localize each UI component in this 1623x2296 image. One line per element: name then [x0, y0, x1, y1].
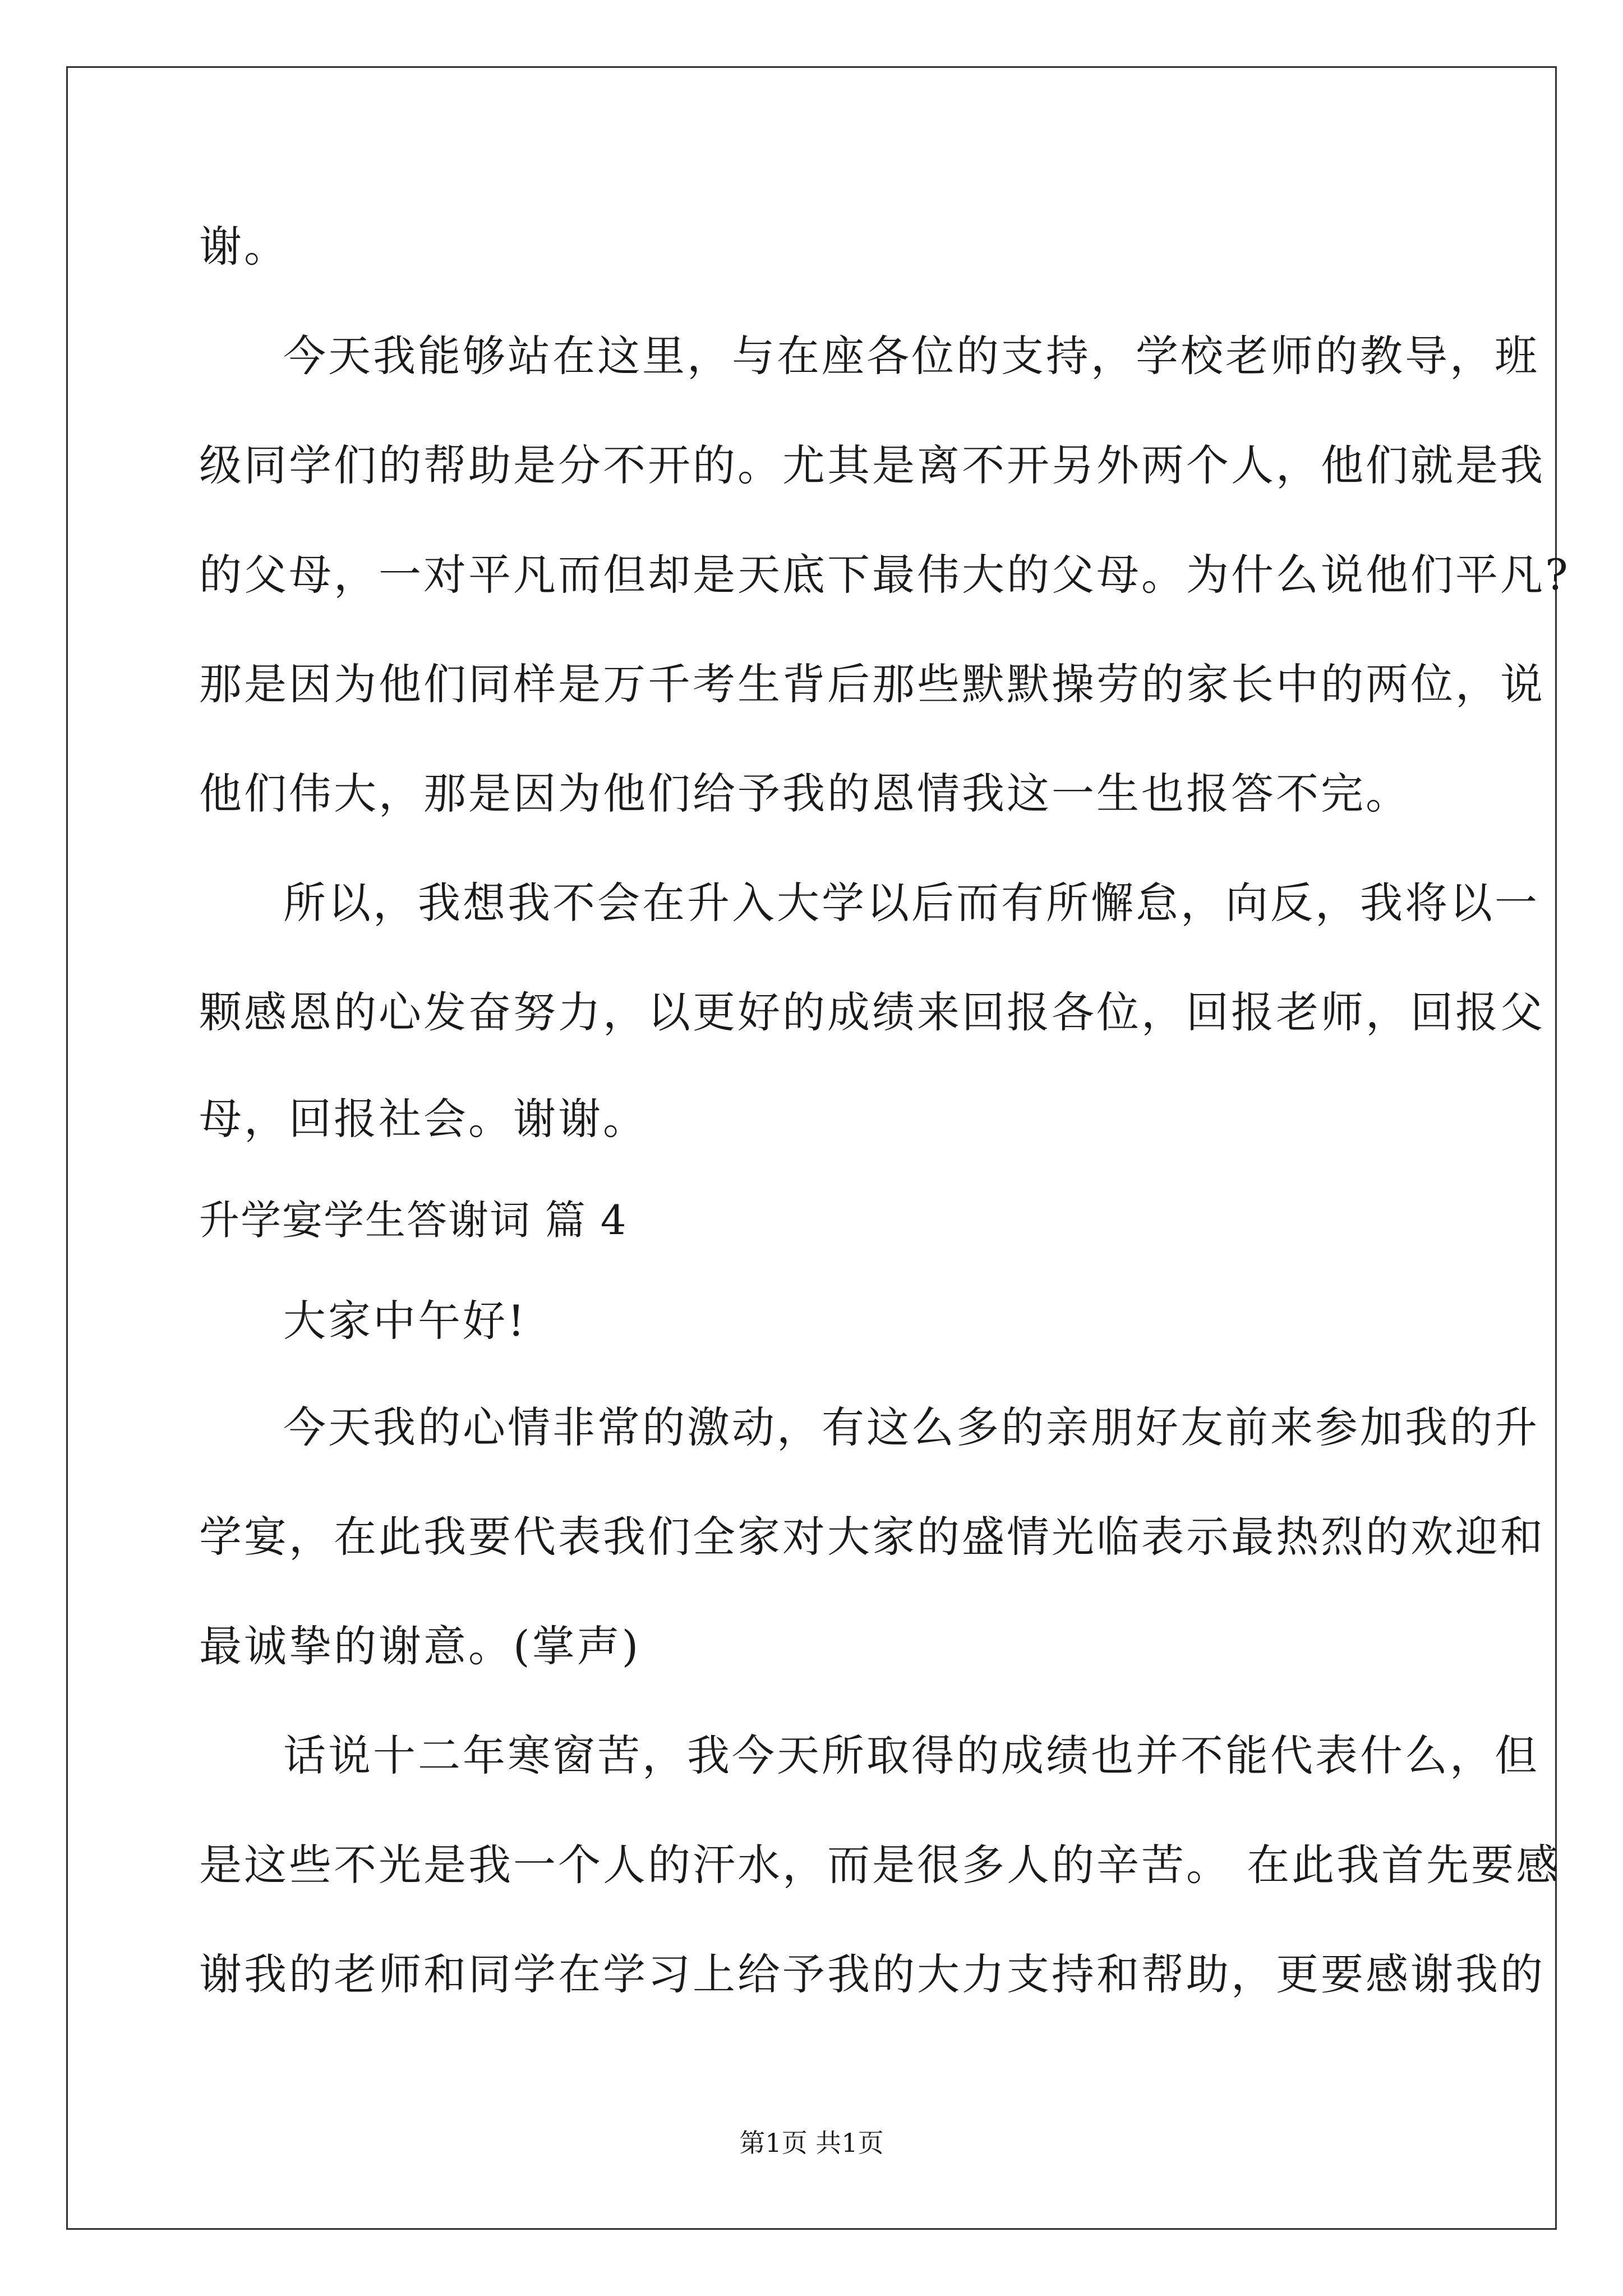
text-line: 他们伟大，那是因为他们给予我的恩情我这一生也报答不完。	[199, 769, 1410, 818]
page-border	[66, 66, 1557, 2230]
text-line: 谢。	[199, 222, 289, 272]
text-line: 最诚挚的谢意。(掌声)	[199, 1621, 641, 1671]
text-line: 母，回报社会。谢谢。	[199, 1094, 648, 1144]
paragraph-start-line: 话说十二年寒窗苦，我今天所取得的成绩也并不能代表什么，但	[283, 1731, 1539, 1780]
paragraph-start-line: 所以，我想我不会在升入大学以后而有所懈怠，向反，我将以一	[283, 878, 1539, 928]
text-line: 颗感恩的心发奋努力，以更好的成绩来回报各位，回报老师，回报父	[199, 987, 1545, 1037]
section-heading: 升学宴学生答谢词 篇 4	[199, 1197, 628, 1244]
text-line: 谢我的老师和同学在学习上给予我的大力支持和帮助，更要感谢我的	[199, 1949, 1545, 1999]
page-number-footer: 第1页 共1页	[739, 2128, 884, 2158]
text-line: 那是因为他们同样是万千考生背后那些默默操劳的家长中的两位，说	[199, 659, 1545, 709]
text-line: 学宴，在此我要代表我们全家对大家的盛情光临表示最热烈的欢迎和	[199, 1512, 1545, 1562]
text-line: 的父母，一对平凡而但却是天底下最伟大的父母。为什么说他们平凡?	[199, 550, 1570, 600]
text-line: 级同学们的帮助是分不开的。尤其是离不开另外两个人，他们就是我	[199, 440, 1545, 490]
greeting-line: 大家中午好!	[283, 1296, 527, 1346]
paragraph-start-line: 今天我的心情非常的激动，有这么多的亲朋好友前来参加我的升	[283, 1402, 1539, 1452]
text-line: 是这些不光是我一个人的汗水，而是很多人的辛苦。 在此我首先要感	[199, 1840, 1561, 1890]
paragraph-start-line: 今天我能够站在这里，与在座各位的支持，学校老师的教导，班	[283, 331, 1539, 381]
